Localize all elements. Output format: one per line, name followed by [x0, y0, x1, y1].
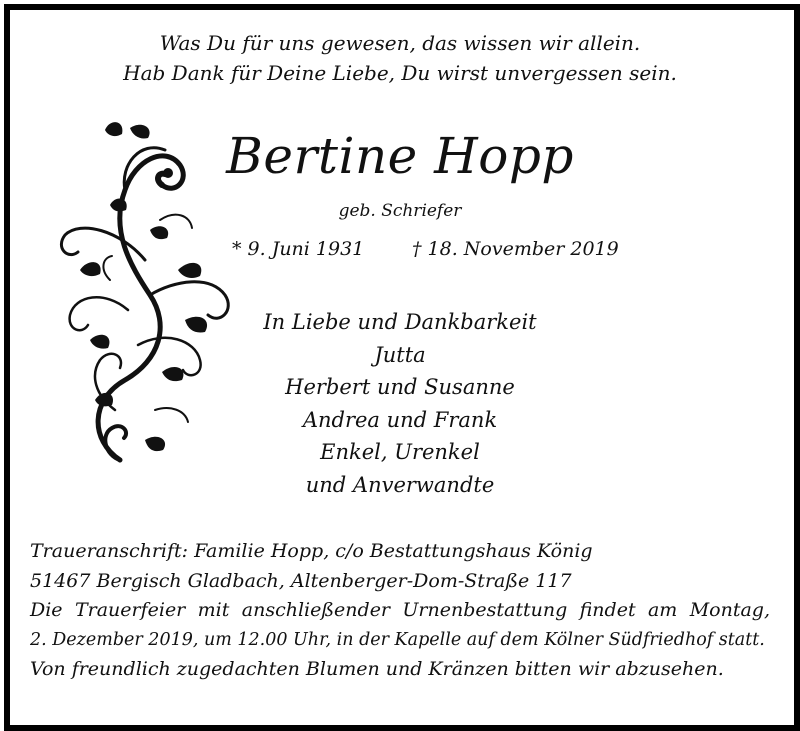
memorial-verse: [30, 28, 770, 88]
ceremony-info-line-1: Die Trauerfeier mit anschließender Urnenbestattung findet am Montag,: [30, 599, 770, 621]
deceased-name: Bertine Hopp: [226, 127, 574, 185]
memorial-verse-line-2: Hab Dank für Deine Liebe, Du wirst unvergessen sein.: [123, 61, 677, 85]
mourners-intro: In Liebe und Dankbarkeit: [263, 310, 537, 334]
birth-date: * 9. Juni 1931: [232, 238, 365, 260]
mourners-block: [30, 306, 770, 501]
mourner-name: Herbert und Susanne: [285, 375, 515, 399]
ceremony-info-line-2: 2. Dezember 2019, um 12.00 Uhr, in der Kapelle auf dem Kölner Südfriedhof statt.: [30, 629, 765, 650]
birth-name: geb. Schriefer: [338, 201, 462, 221]
death-date: † 18. November 2019: [412, 238, 619, 260]
mourning-address-line-1: Traueranschrift: Familie Hopp, c/o Bestattungshaus König: [30, 540, 593, 562]
funeral-info: [30, 537, 770, 685]
flowers-note: Von freundlich zugedachten Blumen und Kränzen bitten wir abzusehen.: [30, 658, 724, 680]
mourner-name: Enkel, Urenkel: [320, 440, 480, 464]
mourning-address-line-2: 51467 Bergisch Gladbach, Altenberger-Dom-Straße 117: [30, 569, 572, 592]
memorial-verse-line-1: Was Du für uns gewesen, das wissen wir allein.: [159, 31, 641, 55]
mourner-name: und Anverwandte: [305, 472, 495, 497]
mourner-name: Andrea und Frank: [302, 407, 498, 432]
mourner-name: Jutta: [374, 342, 426, 367]
